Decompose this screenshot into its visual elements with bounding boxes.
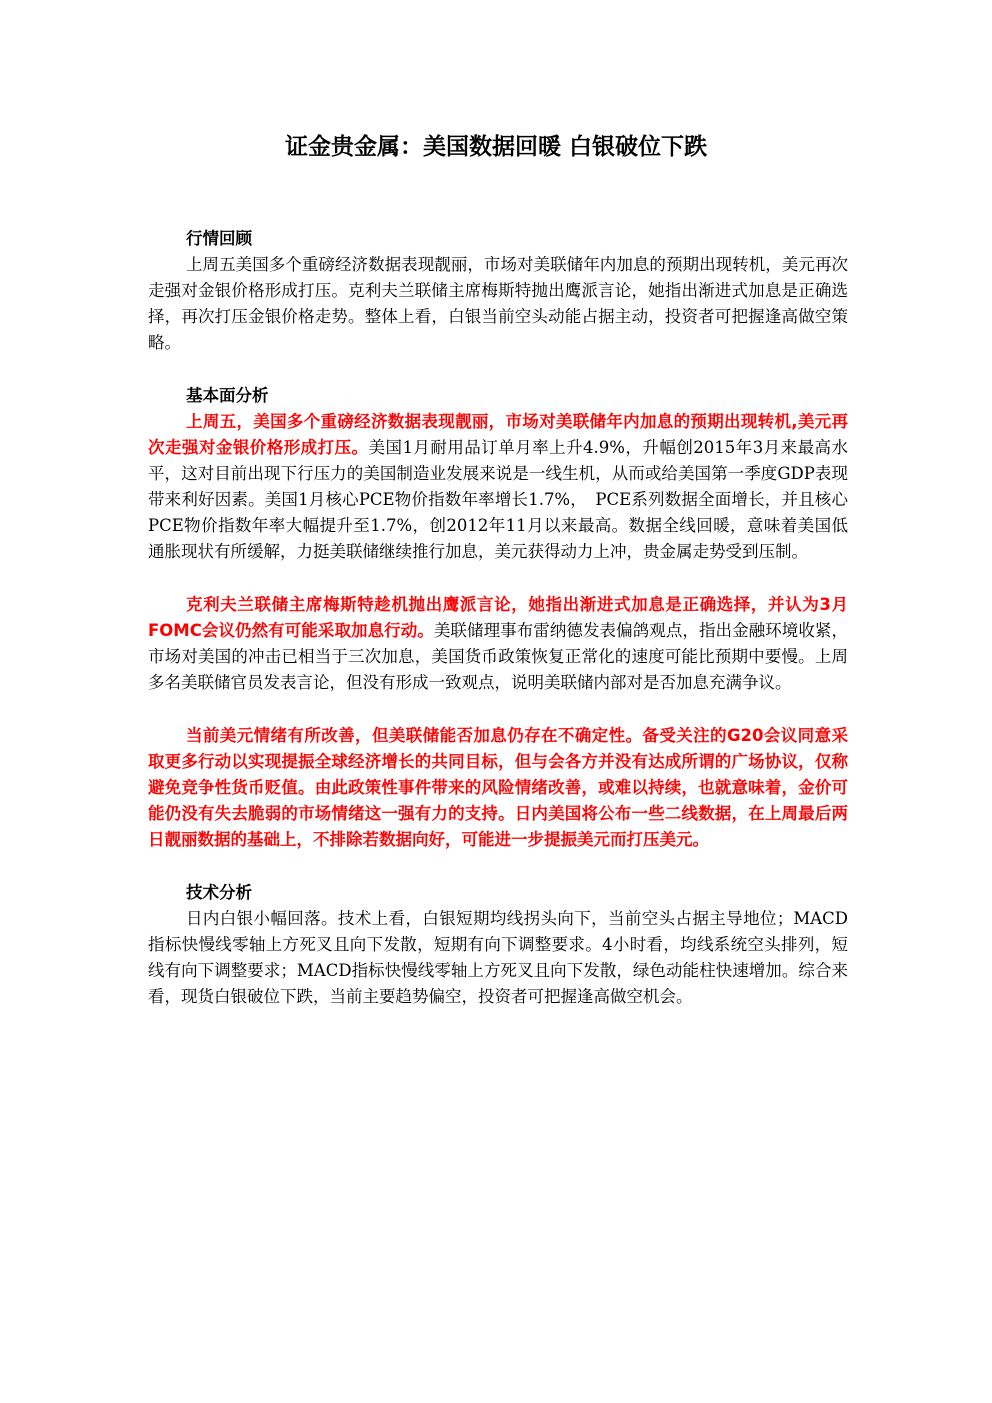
fundamentals-p2-body: 美联储理事布雷纳德发表偏鸽观点，指出金融环境收紧，市场对美国的冲击已相当于三次加息，美国货币政策恢复正常化的速度可能比预期中要慢。上周多名美联储官员发表言论，但没有形成一致观点，说明美联储内部对是否加息充满争议。 [148,621,849,692]
spacer [148,696,848,723]
section-heading-technical: 技术分析 [186,883,252,902]
fundamentals-paragraph-3: 当前美元情绪有所改善，但美联储能否加息仍存在不确定性。备受关注的G20会议同意采取更多行动以实现提振全球经济增长的共同目标，但与会各方并没有达成所谓的广场协议，仅称避免竞争性货币贬值。由此政策性事件带来的风险情绪改善，或难以持续，也就意味着，金价可能仍没有失去脆弱的市场情绪这一强有力的支持。日内美国将公布一些二线数据，在上周最后两日靓丽数据的基础上，不排除若数据向好，可能进一步提振美元而打压美元。 [148,726,848,849]
section-heading-market-review: 行情回顾 [186,229,252,248]
fundamentals-paragraph-2 [148,592,848,696]
fundamentals-p1-highlight: 上周五，美国多个重磅经济数据表现靓丽，市场对美联储年内加息的预期出现转机,美元再次走强对金银价格形成打压。 [148,412,848,457]
spacer [148,853,848,880]
technical-paragraph: 日内白银小幅回落。技术上看，白银短期均线拐头向下，当前空头占据主导地位；MACD指标快慢线零轴上方死叉且向下发散，短期有向下调整要求。4小时看，均线系统空头排列，短线有向下调整要求；MACD指标快慢线零轴上方死叉且向下发散，绿色动能柱快速增加。综合来看，现货白银破位下跌，当前主要趋势偏空，投资者可把握逢高做空机会。 [148,909,848,1006]
spacer [148,565,848,592]
fundamentals-p1-body: 美国1月耐用品订单月率上升4.9%，升幅创2015年3月来最高水平，这对目前出现下行压力的美国制造业发展来说是一线生机，从而或给美国第一季度GDP表现带来利好因素。美国1月核心PCE物价指数年率增长1.7%， PCE系列数据全面增长，并且核心PCE物价指数年率大幅提升至1.7%，创2012年11月以来最高。数据全线回暖，意味着美国低通胀现状有所缓解，力挺美联储继续推行加息，美元获得动力上冲，贵金属走势受到压制。 [148,438,849,561]
market-review-paragraph: 上周五美国多个重磅经济数据表现靓丽，市场对美联储年内加息的预期出现转机，美元再次走强对金银价格形成打压。克利夫兰联储主席梅斯特抛出鹰派言论，她指出渐进式加息是正确选择，再次打压金银价格走势。整体上看，白银当前空头动能占据主动，投资者可把握逢高做空策略。 [148,255,848,352]
spacer [148,356,848,383]
section-heading-fundamentals: 基本面分析 [186,386,269,405]
document-title: 证金贵金属：美国数据回暖 白银破位下跌 [284,134,707,160]
fundamentals-paragraph-1 [148,409,848,565]
document-body [148,226,848,1010]
fundamentals-p2-highlight: 克利夫兰联储主席梅斯特趁机抛出鹰派言论，她指出渐进式加息是正确选择，并认为3月FOMC会议仍然有可能采取加息行动。 [148,595,848,640]
